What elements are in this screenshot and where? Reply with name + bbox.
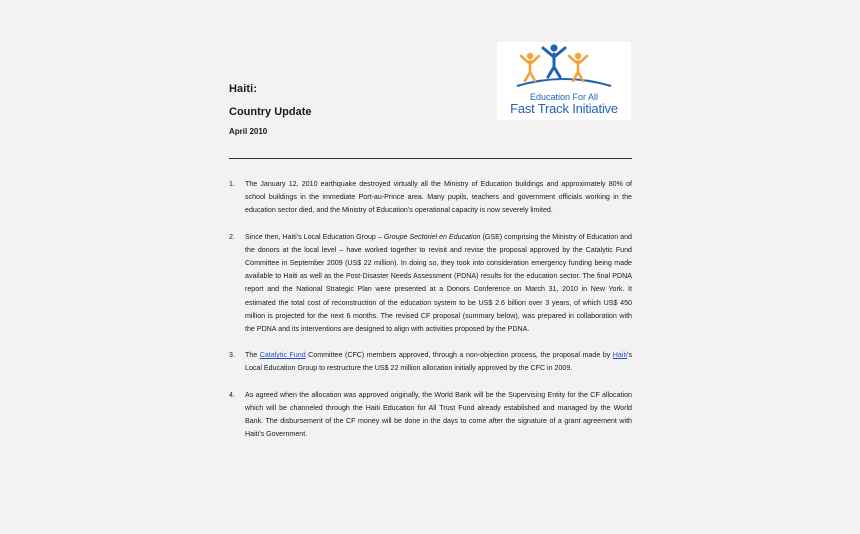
haiti-link[interactable]: Haiti	[612, 351, 627, 360]
logo-name: Fast Track Initiative	[510, 101, 618, 116]
document-title: Country Update	[229, 106, 312, 118]
list-item-number: 4.	[229, 390, 235, 399]
list-item	[229, 231, 632, 337]
list-item-text: As agreed when the allocation was approved originally, the World Bank will be the Supervising Entity for the CF allocation which will be channeled through the Haiti Education for All Trust Fund already established and managed by the World Bank. The disbursement of the CF money will be done in the days to come after the signature of a grant agreement with Haiti’s Government.	[245, 390, 632, 439]
list-item-text-part: ’s Local Education Group to restructure the US$ 22 million allocation initially approved by the CFC in 2009.	[245, 351, 632, 373]
logo-tagline: Education For All	[529, 92, 599, 102]
header-divider	[229, 158, 632, 159]
document-title-country: Haiti:	[229, 83, 258, 95]
list-item-text-part: Committee (CFC) members approved, through a non-objection process, the proposal made by	[305, 351, 613, 360]
list-item-text-part: The	[245, 351, 260, 360]
list-item-number: 3.	[229, 351, 235, 360]
numbered-list	[229, 178, 632, 454]
list-item-text	[245, 351, 632, 372]
group-name-italic: Groupe Sectoriel en Education	[383, 232, 481, 241]
list-item-text: The January 12, 2010 earthquake destroyed virtually all the Ministry of Education buildings and approximately 80% of school buildings in the immediate Port-au-Prince area. Many pupils, teachers and government officials working in the education sector died, and the Ministry of Education’s operational capacity is now severely limited.	[245, 180, 632, 215]
catalytic-fund-link[interactable]: Catalytic Fund	[259, 351, 306, 360]
efa-fti-logo	[497, 42, 631, 120]
list-item-text	[245, 233, 632, 333]
list-item-text-part: Since then, Haiti’s Local Education Group –	[245, 232, 384, 241]
list-item-number: 1.	[229, 180, 235, 188]
list-item-text-part: (GSE) comprising the Ministry of Education and the donors at the local level – have worked together to revisit and revise the proposal approved by the Catalytic Fund Committee in September 2009 (US$ 22 million). In doing so, they took into consideration emergency funding being made available to Haiti as well as the Post-Disaster Needs Assessment (PDNA) results for the education sector. The final PDNA report and the National Strategic Plan were presented at a Donors Conference on March 31, 2010 in New York. It estimated the total cost of reconstruction of the education system to be US$ 2.6 billion over 3 years, of which US$ 450 million is projected for the next 6 months. The revised CF proposal (summary below), was prepared in collaboration with the PDNA and its interventions are designed to align with activities proposed by the PDNA.	[245, 232, 632, 334]
document-date: April 2010	[229, 127, 268, 136]
list-item	[229, 389, 632, 442]
list-item	[229, 178, 632, 218]
list-item-number: 2.	[229, 232, 235, 241]
list-item	[229, 349, 632, 375]
